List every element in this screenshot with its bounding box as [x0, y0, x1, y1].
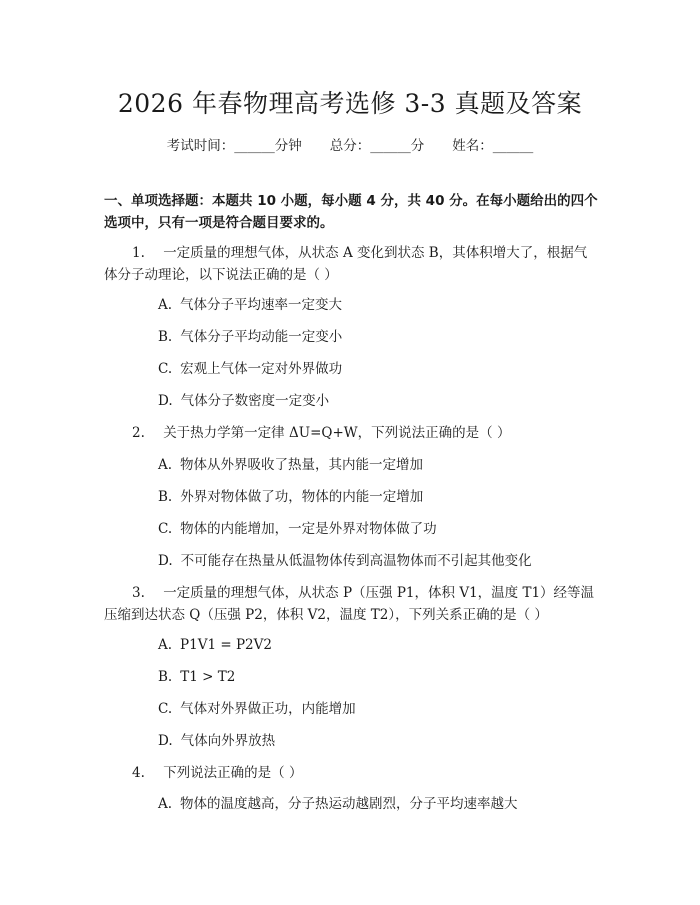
option-2d	[158, 551, 532, 571]
option-letter: A.	[158, 297, 173, 313]
question-text: 关于热力学第一定律 ΔU=Q+W，下列说法正确的是（ ）	[163, 425, 511, 441]
option-letter: B.	[158, 669, 173, 685]
option-letter: A.	[158, 796, 173, 812]
question-number: 1.	[132, 245, 145, 261]
option-letter: B.	[158, 489, 173, 505]
option-letter: A.	[158, 457, 173, 473]
option-1c	[158, 359, 342, 379]
option-3a	[158, 635, 272, 655]
time-label: 考试时间：______分钟	[166, 138, 302, 154]
option-text: 宏观上气体一定对外界做功	[180, 361, 343, 377]
option-text: 外界对物体做了功，物体的内能一定增加	[180, 489, 424, 505]
option-letter: C.	[158, 361, 173, 377]
question-text: 一定质量的理想气体，从状态 A 变化到状态 B，其体积增大了，根据气体分子动理论，以下说法正确的是（ ）	[104, 245, 588, 283]
option-letter: D.	[158, 733, 173, 749]
option-text: 物体从外界吸收了热量，其内能一定增加	[180, 457, 424, 473]
question-3	[104, 582, 600, 626]
option-text: 气体向外界放热	[180, 733, 276, 749]
option-2c	[158, 519, 437, 539]
option-text: 物体的内能增加，一定是外界对物体做了功	[180, 521, 437, 537]
option-letter: A.	[158, 637, 173, 653]
option-text: 气体分子平均速率一定变大	[180, 297, 343, 313]
page-title: 2026 年春物理高考选修 3-3 真题及答案	[117, 89, 583, 118]
option-1d	[158, 391, 329, 411]
option-letter: D.	[158, 553, 173, 569]
option-text: P1V1 = P2V2	[180, 637, 272, 653]
option-4a	[158, 794, 518, 814]
option-letter: C.	[158, 701, 173, 717]
option-text: T1 > T2	[180, 669, 236, 685]
section-heading: 一、单项选择题：本题共 10 小题，每小题 4 分，共 40 分。在每小题给出的四个选项中，只有一项是符合题目要求的。	[104, 193, 598, 231]
option-text: 气体分子数密度一定变小	[180, 393, 330, 409]
question-number: 3.	[132, 585, 145, 601]
option-letter: B.	[158, 329, 173, 345]
option-text: 气体对外界做正功，内能增加	[180, 701, 356, 717]
question-2	[104, 422, 600, 444]
option-3c	[158, 699, 356, 719]
option-1a	[158, 295, 342, 315]
score-label: 总分：______分	[329, 138, 425, 154]
question-number: 4.	[132, 765, 145, 781]
question-number: 2.	[132, 425, 145, 441]
question-1	[104, 242, 600, 286]
option-3b	[158, 667, 235, 687]
option-2a	[158, 455, 423, 475]
option-letter: D.	[158, 393, 173, 409]
question-text: 一定质量的理想气体，从状态 P（压强 P1，体积 V1，温度 T1）经等温压缩到达状态 Q（压强 P2，体积 V2，温度 T2），下列关系正确的是（ ）	[104, 585, 595, 623]
question-text: 下列说法正确的是（ ）	[163, 765, 303, 781]
option-text: 不可能存在热量从低温物体传到高温物体而不引起其他变化	[180, 553, 532, 569]
option-letter: C.	[158, 521, 173, 537]
option-3d	[158, 731, 275, 751]
option-2b	[158, 487, 423, 507]
exam-meta	[0, 134, 700, 154]
name-label: 姓名：______	[452, 138, 534, 154]
option-1b	[158, 327, 342, 347]
question-4	[104, 762, 600, 784]
option-text: 气体分子平均动能一定变小	[180, 329, 343, 345]
option-text: 物体的温度越高，分子热运动越剧烈，分子平均速率越大	[180, 796, 518, 812]
